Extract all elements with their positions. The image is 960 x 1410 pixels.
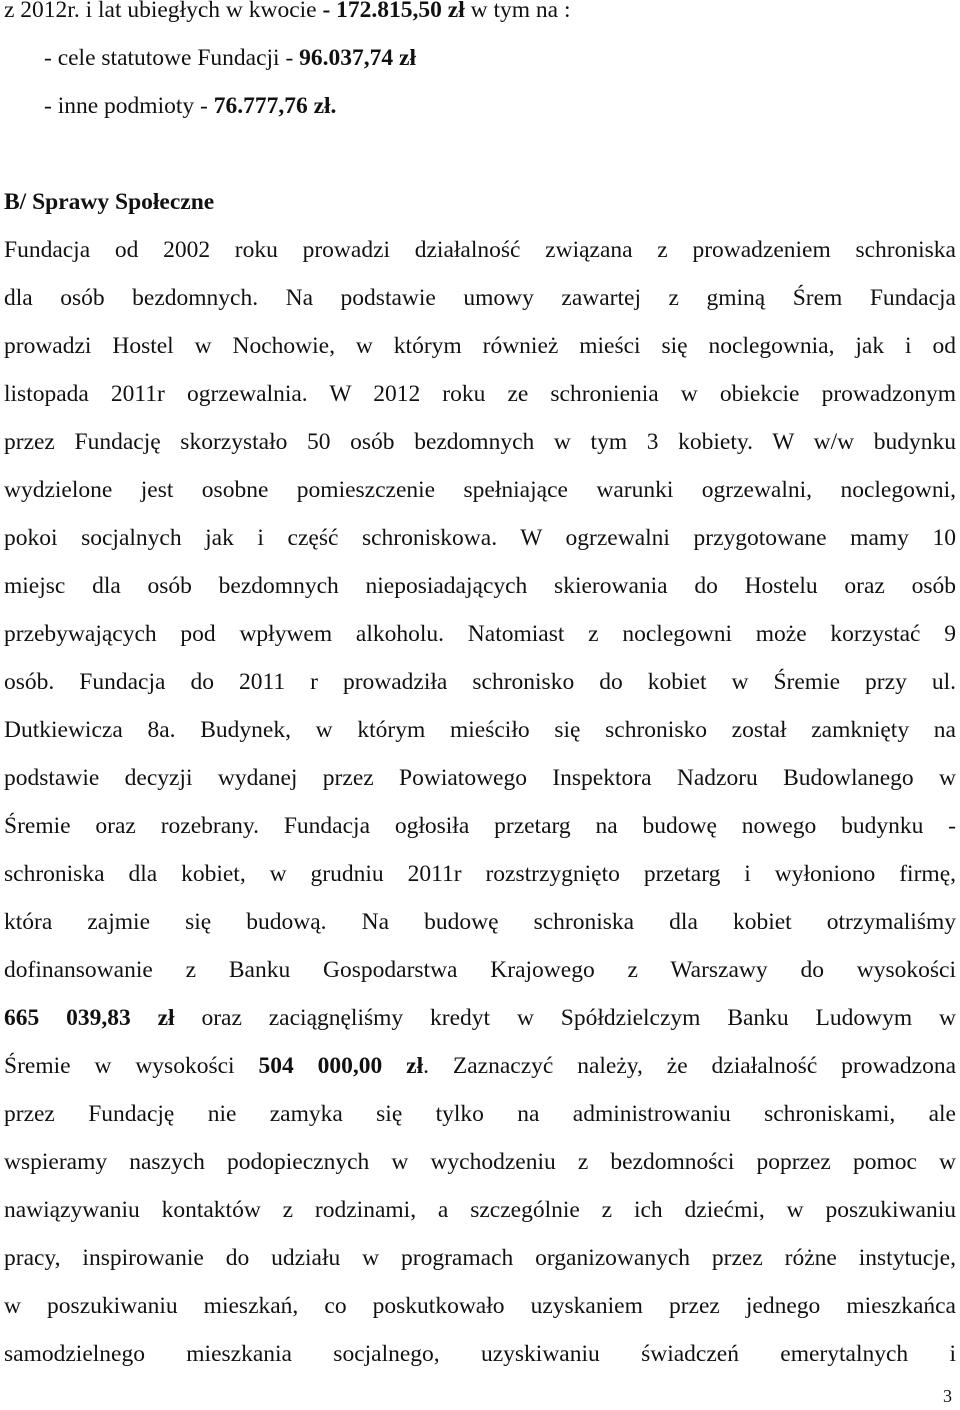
- paragraph-line: podstawie decyzji wydanej przez Powiatowego Inspektora Nadzoru Budowlanego w: [4, 765, 956, 791]
- credit-amount: 504 000,00 zł: [258, 1053, 424, 1079]
- summary-statutory-label: - cele statutowe Fundacji -: [44, 45, 300, 71]
- summary-total-suffix: w tym na :: [464, 0, 571, 23]
- summary-total-prefix: z 2012r. i lat ubiegłych w kwocie: [4, 0, 323, 23]
- loan-amount-line: [4, 994, 956, 1042]
- paragraph-line: prowadzi Hostel w Nochowie, w którym również mieści się noclegownia, jak i od: [4, 333, 956, 359]
- paragraph-line: wspieramy naszych podopiecznych w wychodzeniu z bezdomności poprzez pomoc w: [4, 1149, 956, 1175]
- paragraph-line: nawiązywaniu kontaktów z rodzinami, a szczególnie z ich dziećmi, w poszukiwaniu: [4, 1197, 956, 1223]
- credit-amount-line: [4, 1042, 956, 1090]
- summary-statutory-amount: 96.037,74 zł: [299, 45, 416, 71]
- paragraph-line: listopada 2011r ogrzewalnia. W 2012 roku ze schronienia w obiekcie prowadzonym: [4, 381, 956, 407]
- paragraph-line: Fundacja od 2002 roku prowadzi działalność związana z prowadzeniem schroniska: [4, 237, 956, 263]
- paragraph-line: Śremie oraz rozebrany. Fundacja ogłosiła przetarg na budowę nowego budynku -: [4, 813, 956, 839]
- section-spacer: [4, 130, 956, 178]
- paragraph-line: która zajmie się budową. Na budowę schroniska dla kobiet otrzymaliśmy: [4, 909, 956, 935]
- summary-other-amount: 76.777,76 zł.: [213, 93, 337, 119]
- paragraph-line: w poszukiwaniu mieszkań, co poskutkowało uzyskaniem przez jednego mieszkańca: [4, 1293, 956, 1319]
- paragraph-line: pracy, inspirowanie do udziału w programach organizowanych przez różne instytucje,: [4, 1245, 956, 1271]
- paragraph-line: wydzielone jest osobne pomieszczenie spełniające warunki ogrzewalni, noclegowni,: [4, 477, 956, 503]
- summary-total-line: [4, 0, 956, 34]
- summary-other-label: - inne podmioty -: [44, 93, 214, 119]
- paragraph-line: miejsc dla osób bezdomnych nieposiadających skierowania do Hostelu oraz osób: [4, 573, 956, 599]
- section-heading: B/ Sprawy Społeczne: [4, 189, 215, 215]
- subsidy-amount: 665 039,83 zł: [4, 1005, 175, 1031]
- paragraph-line: osób. Fundacja do 2011 r prowadziła schronisko do kobiet w Śremie przy ul.: [4, 669, 956, 695]
- summary-statutory-line: [4, 34, 956, 82]
- paragraph-line: dla osób bezdomnych. Na podstawie umowy zawartej z gminą Śrem Fundacja: [4, 285, 956, 311]
- paragraph-line: samodzielnego mieszkania socjalnego, uzyskiwaniu świadczeń emerytalnych i: [4, 1341, 956, 1367]
- page-number: 3: [943, 1386, 952, 1406]
- paragraph-line: schroniska dla kobiet, w grudniu 2011r rozstrzygnięto przetarg i wyłoniono firmę,: [4, 861, 956, 887]
- paragraph-line: Dutkiewicza 8a. Budynek, w którym mieściło się schronisko został zamknięty na: [4, 717, 956, 743]
- credit-prefix: Śremie w wysokości: [4, 1053, 259, 1079]
- loan-text: oraz zaciągnęliśmy kredyt w Spółdzielczym Banku Ludowym w: [174, 1005, 956, 1031]
- credit-suffix: . Zaznaczyć należy, że działalność prowadzona: [423, 1053, 956, 1079]
- summary-total-amount: - 172.815,50 zł: [322, 0, 465, 23]
- summary-other-line: [4, 82, 956, 130]
- paragraph-line: dofinansowanie z Banku Gospodarstwa Krajowego z Warszawy do wysokości: [4, 957, 956, 983]
- paragraph-line: pokoi socjalnych jak i część schroniskowa. W ogrzewalni przygotowane mamy 10: [4, 525, 956, 551]
- document-page: [4, 0, 956, 1378]
- paragraph-line: przebywających pod wpływem alkoholu. Natomiast z noclegowni może korzystać 9: [4, 621, 956, 647]
- paragraph-line: przez Fundację nie zamyka się tylko na administrowaniu schroniskami, ale: [4, 1101, 956, 1127]
- paragraph-line: przez Fundację skorzystało 50 osób bezdomnych w tym 3 kobiety. W w/w budynku: [4, 429, 956, 455]
